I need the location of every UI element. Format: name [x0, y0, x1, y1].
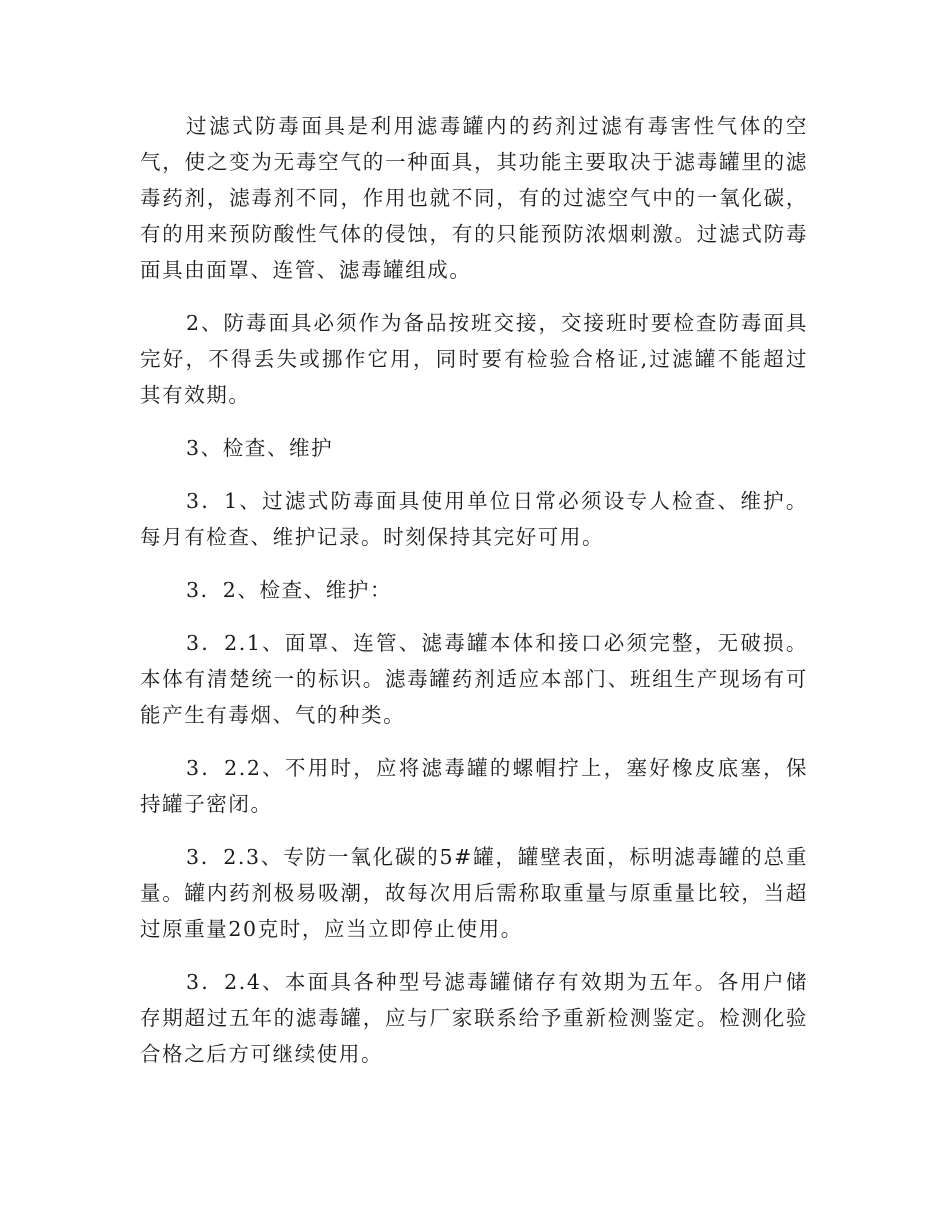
- paragraph-3-2-2: 3．2.2、不用时，应将滤毒罐的螺帽拧上，塞好橡皮底塞，保持罐子密闭。: [140, 756, 808, 816]
- paragraph-3-2-3: 3．2.3、专防一氧化碳的5#罐，罐壁表面，标明滤毒罐的总重量。罐内药剂极易吸潮，故每次用后需称取重量与原重量比较，当超过原重量20克时，应当立即停止使用。: [140, 845, 808, 941]
- document-body: [140, 108, 808, 1089]
- section-heading-inspection: 3、检查、维护: [186, 436, 334, 460]
- paragraph-3-2-1: 3．2.1、面罩、连管、滤毒罐本体和接口必须完整，无破损。本体有清楚统一的标识。滤毒罐药剂适应本部门、班组生产现场有可能产生有毒烟、气的种类。: [140, 631, 808, 727]
- paragraph-3-2-4: 3．2.4、本面具各种型号滤毒罐储存有效期为五年。各用户储存期超过五年的滤毒罐，应与厂家联系给予重新检测鉴定。检测化验合格之后方可继续使用。: [140, 970, 808, 1066]
- paragraph-handover: 2、防毒面具必须作为备品按班交接，交接班时要检查防毒面具完好，不得丢失或挪作它用，同时要有检验合格证,过滤罐不能超过其有效期。: [140, 311, 808, 407]
- paragraph-intro: 过滤式防毒面具是利用滤毒罐内的药剂过滤有毒害性气体的空气，使之变为无毒空气的一种面具，其功能主要取决于滤毒罐里的滤毒药剂，滤毒剂不同，作用也就不同，有的过滤空气中的一氧化碳，有的用来预防酸性气体的侵蚀，有的只能预防浓烟刺激。过滤式防毒面具由面罩、连管、滤毒罐组成。: [140, 114, 808, 282]
- paragraph-3-1: 3．1、过滤式防毒面具使用单位日常必须设专人检查、维护。每月有检查、维护记录。时刻保持其完好可用。: [140, 489, 808, 549]
- subheading-3-2: 3．2、检查、维护：: [186, 578, 393, 602]
